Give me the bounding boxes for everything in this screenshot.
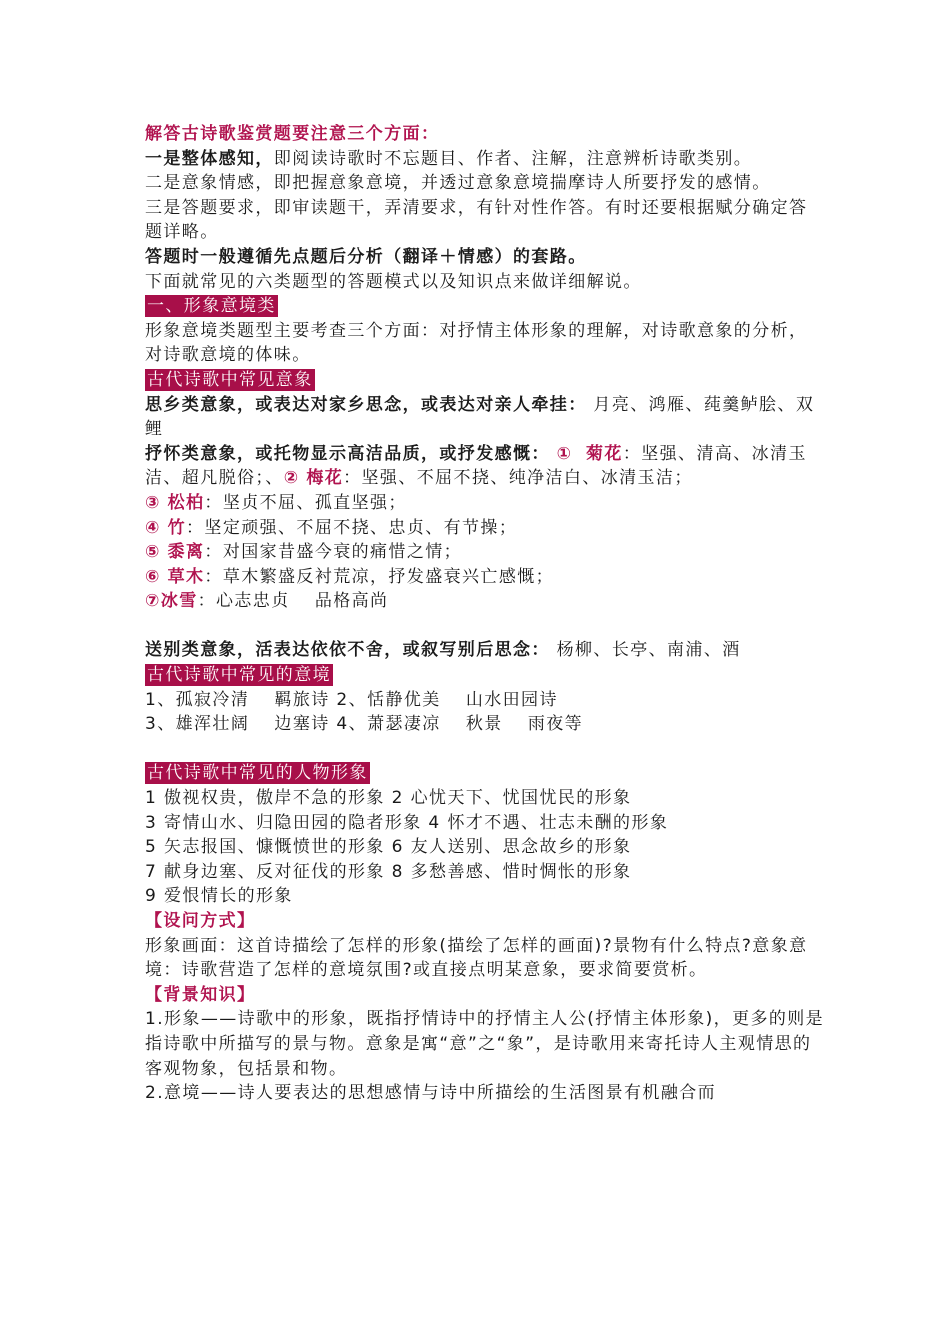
item-name-chrysanthemum: 菊花 bbox=[586, 443, 623, 464]
imagery-heading: 古代诗歌中常见意象 bbox=[147, 369, 313, 390]
item-number: ④ bbox=[145, 517, 161, 538]
list-item bbox=[145, 565, 825, 590]
section-1-heading: 一、形象意境类 bbox=[147, 296, 276, 317]
list-item bbox=[145, 589, 825, 614]
item-name-ice-snow: 冰雪 bbox=[160, 591, 198, 612]
character-line: 7 献身边塞、反对征伐的形象 8 多愁善感、惜时惆怅的形象 bbox=[145, 861, 632, 882]
item-desc: ：坚强、清高、冰清玉洁、超凡脱俗；、 bbox=[145, 443, 807, 489]
farewell-imagery bbox=[145, 638, 825, 663]
background-item-1: 1.形象——诗歌中的形象，既指抒情诗中的抒情主人公(抒情主体形象)，更多的则是指诗歌中所描写的景与物。意象是寓“意”之“象”，是诗歌用来寄托诗人主观情思的客观物象，包括景和物。 bbox=[145, 1009, 825, 1079]
item-name-shuli: 黍离 bbox=[167, 542, 205, 563]
item-desc: ：坚强、不屈不挠、纯净洁白、冰清玉洁； bbox=[343, 468, 693, 489]
homesick-imagery bbox=[145, 393, 825, 442]
question-text: 形象画面：这首诗描绘了怎样的形象(描绘了怎样的画面)?景物有什么特点?意象意境：诗歌营造了怎样的意境氛围?或直接点明某意象，要求简要赏析。 bbox=[145, 935, 808, 981]
item-desc: ：心志忠贞 品格高尚 bbox=[197, 591, 389, 612]
item-desc: ：坚定顽强、不屈不挠、忠贞、有节操； bbox=[186, 517, 518, 538]
document-page bbox=[145, 122, 825, 1106]
point-1-body: 即阅读诗歌时不忘题目、作者、注解，注意辨析诗歌类别。 bbox=[273, 148, 753, 169]
aspiration-label: 抒怀类意象，或托物显示高洁品质，或抒发感慨： bbox=[145, 443, 550, 464]
point-1 bbox=[145, 147, 825, 172]
item-number: ③ bbox=[145, 492, 161, 513]
item-desc: ：对国家昔盛今衰的痛惜之情； bbox=[204, 542, 463, 563]
farewell-label: 送别类意象，活表达依依不舍，或叙写别后思念： bbox=[145, 640, 550, 661]
method-line: 答题时一般遵循先点题后分析（翻译＋情感）的套路。 bbox=[145, 246, 587, 267]
point-2: 二是意象情感，即把握意象意境，并透过意象意境揣摩诗人所要抒发的感情。 bbox=[145, 173, 771, 194]
background-heading: 【背景知识】 bbox=[145, 984, 256, 1005]
item-desc: ：草木繁盛反衬荒凉，抒发盛衰兴亡感慨； bbox=[204, 566, 555, 587]
list-item bbox=[145, 491, 825, 516]
item-number: ⑤ bbox=[145, 542, 161, 563]
character-line: 5 矢志报国、慷慨愤世的形象 6 友人送别、思念故乡的形象 bbox=[145, 837, 632, 858]
point-3: 三是答题要求，即审读题干，弄清要求，有针对性作答。有时还要根据赋分确定答题详略。 bbox=[145, 197, 808, 243]
intro-line: 下面就常见的六类题型的答题模式以及知识点来做详细解说。 bbox=[145, 271, 642, 292]
item-name-pine: 松柏 bbox=[167, 492, 205, 513]
mood-line-2: 3、雄浑壮阔 边塞诗 4、萧瑟凄凉 秋景 雨夜等 bbox=[145, 714, 584, 735]
item-number: ⑥ bbox=[145, 566, 161, 587]
item-name-plum-blossom: 梅花 bbox=[306, 468, 344, 489]
item-name-grass: 草木 bbox=[167, 566, 205, 587]
question-heading: 【设问方式】 bbox=[145, 911, 256, 931]
item-name-bamboo: 竹 bbox=[167, 517, 187, 538]
farewell-items: 杨柳、长亭、南浦、酒 bbox=[549, 640, 741, 661]
item-desc: ：坚贞不屈、孤直坚强； bbox=[204, 492, 407, 513]
section-1-description: 形象意境类题型主要考查三个方面：对抒情主体形象的理解，对诗歌意象的分析，对诗歌意境的体味。 bbox=[145, 320, 808, 366]
list-item bbox=[145, 516, 825, 541]
background-item-2: 2.意境——诗人要表达的思想感情与诗中所描绘的生活图景有机融合而 bbox=[145, 1083, 717, 1104]
point-1-head: 一是整体感知， bbox=[145, 148, 274, 169]
character-line: 9 爱恨情长的形象 bbox=[145, 886, 293, 907]
character-heading: 古代诗歌中常见的人物形象 bbox=[147, 763, 368, 784]
mood-heading: 古代诗歌中常见的意境 bbox=[147, 665, 331, 686]
item-number: ② bbox=[283, 468, 300, 489]
homesick-items: 月亮、鸿雁、莼羹鲈脍、双鲤 bbox=[145, 394, 815, 440]
homesick-label: 思乡类意象，或表达对家乡思念，或表达对亲人牵挂： bbox=[145, 394, 587, 415]
character-line: 3 寄情山水、归隐田园的隐者形象 4 怀才不遇、壮志未酬的形象 bbox=[145, 812, 669, 833]
list-item bbox=[145, 540, 825, 565]
item-number: ⑦ bbox=[145, 591, 161, 612]
character-line: 1 傲视权贵，傲岸不急的形象 2 心忧天下、忧国忧民的形象 bbox=[145, 788, 632, 809]
aspiration-imagery bbox=[145, 442, 825, 491]
document-title: 解答古诗歌鉴赏题要注意三个方面： bbox=[145, 124, 440, 144]
mood-line-1: 1、孤寂冷清 羁旅诗 2、恬静优美 山水田园诗 bbox=[145, 689, 558, 710]
item-number: ① bbox=[556, 443, 573, 464]
